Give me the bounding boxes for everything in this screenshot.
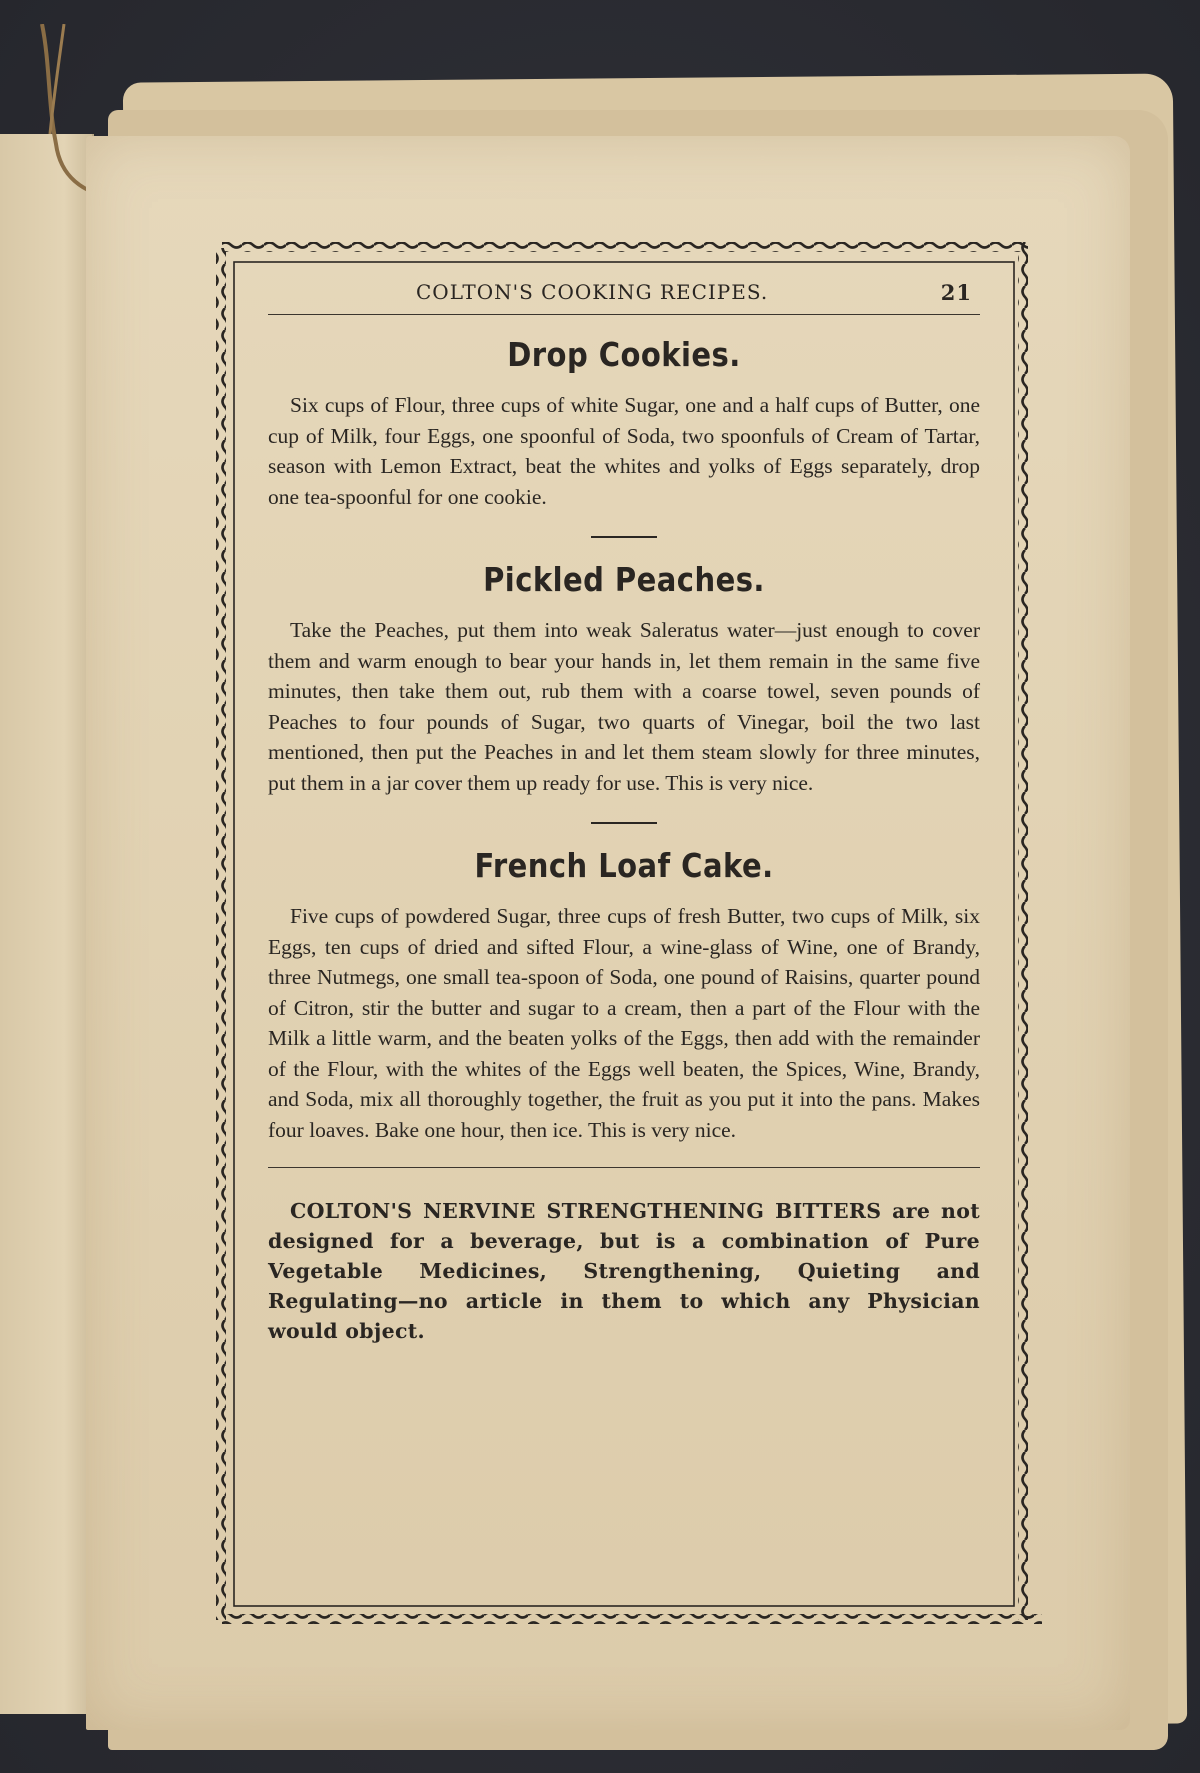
running-title: COLTON'S COOKING RECIPES. — [416, 280, 769, 304]
recipe-text: Five cups of powdered Sugar, three cups of fresh Butter, two cups of Milk, six Eggs, ten cups of dried and sifted Flour, a wine-glass of Wine, one of Brandy, three Nutmegs, one small tea-spoon of Soda, one pound of Raisins, quarter pound of Citron, stir the butter and sugar to a cream, then a part of the Flour with the Milk a little warm, and the beaten yolks of the Eggs, then add with the remainder of the Flour, with the whites of the Eggs well beaten, the Spices, Wine, Brandy, and Soda, mix all thoroughly together, the fruit as you put it into the pans. Makes four loaves. Bake one hour, then ice. This is very nice. — [268, 904, 980, 1142]
section-divider — [591, 822, 657, 824]
advertisement-rule — [268, 1167, 980, 1168]
recipe-title: Drop Cookies. — [507, 335, 741, 374]
recipe-french-loaf-cake — [268, 846, 980, 1145]
recipe-title: Pickled Peaches. — [483, 560, 765, 599]
recipe-drop-cookies — [268, 335, 980, 512]
recipe-title: French Loaf Cake. — [474, 846, 774, 885]
section-divider — [591, 536, 657, 538]
header-rule — [268, 314, 980, 315]
recipe-pickled-peaches — [268, 560, 980, 798]
page-content — [268, 270, 980, 1346]
recipe-text: Take the Peaches, put them into weak Saleratus water—just enough to cover them and warm enough to bear your hands in, let them remain in the same five minutes, then take them out, rub them with a coarse towel, seven pounds of Peaches to four pounds of Sugar, two quarts of Vinegar, boil the two last mentioned, then put the Peaches in and let them steam slowly for three minutes, put them in a jar cover them up ready for use. This is very nice. — [268, 618, 980, 795]
page-number: 21 — [940, 280, 972, 305]
advertisement-text: COLTON'S NERVINE STRENGTHENING BITTERS are not designed for a beverage, but is a combination of Pure Vegetable Medicines, Strengthening, Quieting and Regulating—no article in them to which any Physician would object. — [268, 1199, 980, 1343]
running-header — [268, 270, 980, 314]
recipe-text: Six cups of Flour, three cups of white Sugar, one and a half cups of Butter, one cup of Milk, four Eggs, one spoonful of Soda, two spoonfuls of Cream of Tartar, season with Lemon Extract, beat the whites and yolks of Eggs separately, drop one tea-spoonful for one cookie. — [268, 393, 980, 509]
